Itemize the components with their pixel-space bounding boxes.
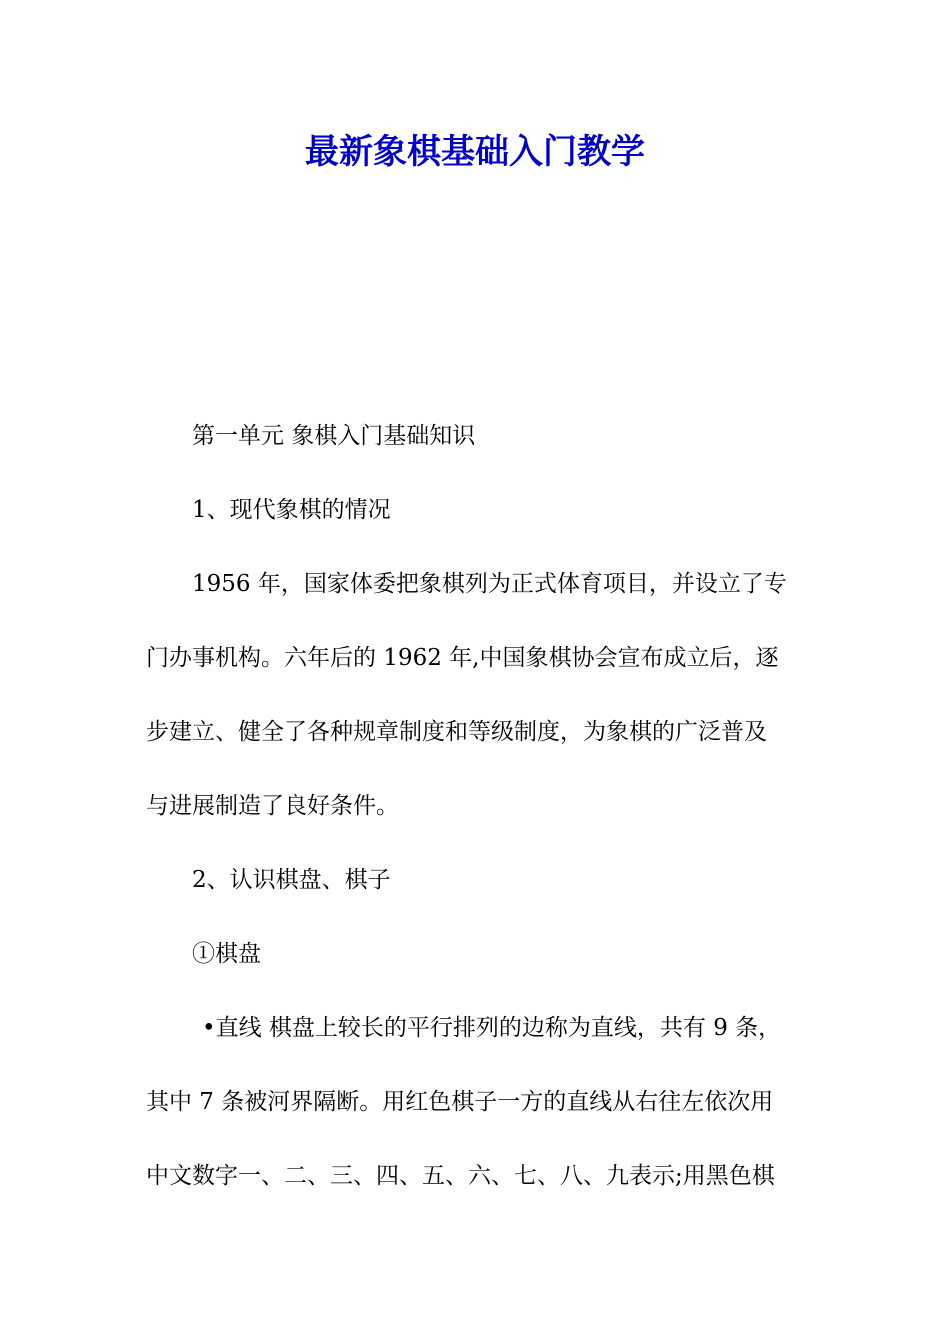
paragraph-line: 其中 7 条被河界隔断。用红色棋子一方的直线从右往左依次用 — [146, 1089, 774, 1115]
unit-heading: 第一单元 象棋入门基础知识 — [192, 423, 476, 449]
paragraph-line: 步建立、健全了各种规章制度和等级制度，为象棋的广泛普及 — [146, 719, 767, 745]
paragraph-line: 1956 年，国家体委把象棋列为正式体育项目，并设立了专 — [192, 571, 787, 597]
paragraph-line: 门办事机构。六年后的 1962 年,中国象棋协会宣布成立后，逐 — [146, 645, 779, 671]
section-heading-2: 2、认识棋盘、棋子 — [192, 867, 391, 893]
section-heading-1: 1、现代象棋的情况 — [192, 497, 391, 523]
document-title: 最新象棋基础入门教学 — [305, 132, 645, 172]
subsection-heading: ①棋盘 — [192, 941, 261, 967]
paragraph-line: 中文数字一、二、三、四、五、六、七、八、九表示;用黑色棋 — [146, 1163, 775, 1189]
paragraph-line: 与进展制造了良好条件。 — [146, 793, 399, 819]
document-body — [146, 416, 826, 1230]
bullet-paragraph-line: •直线 棋盘上较长的平行排列的边称为直线，共有 9 条， — [202, 1015, 782, 1041]
